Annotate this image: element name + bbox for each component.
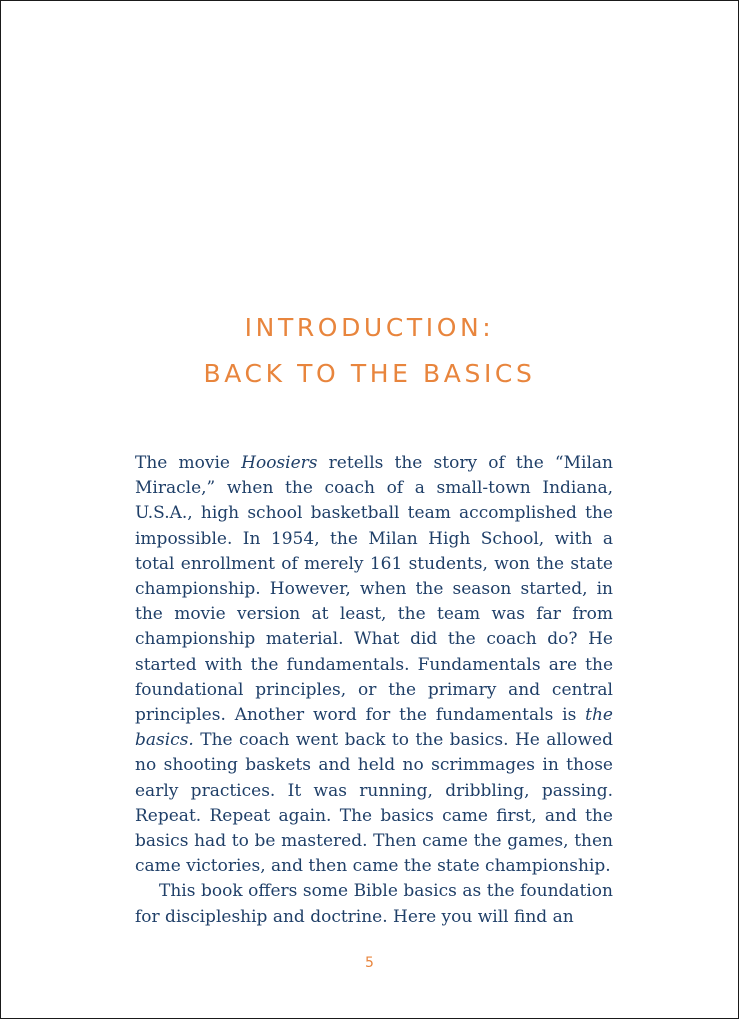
paragraph-1 [135,451,613,879]
film-title: Hoosiers [241,453,318,473]
chapter-heading [1,305,738,397]
paragraph-1-conclusion: The coach went back to the basics. He allowed no shooting baskets and held no scrimmages in those early practices. It was running, dribbling, passing. Repeat. Repeat again. The basics came first, and the basics had to be mastered. Then came the games, then came victories, and then came the state championship. [135,730,613,877]
paragraph-2: This book offers some Bible basics as the foundation for discipleship and doctrine. Here you will find an [135,881,613,927]
chapter-heading-line-2: BACK TO THE BASICS [203,358,536,388]
body-text [135,451,613,930]
page-number: 5 [365,955,374,971]
paragraph-1-body: retells the story of the “Milan Miracle,” when the coach of a small-town Indiana, U.S.A., high school basketball team accomplished the impossible. In 1954, the Milan High School, with a total enrollment of merely 161 students, won the state championship. However, when the season started, in the movie version at least, the team was far from championship material. What did the coach do? He started with the fundamentals. Fundamentals are the foundational principles, or the primary and central principles. Another word for the fundamentals is [135,453,613,726]
emphasized-term: the basics. [135,705,613,751]
paragraph-1-intro: The movie [135,453,242,473]
chapter-heading-line-1: INTRODUCTION: [244,312,495,342]
